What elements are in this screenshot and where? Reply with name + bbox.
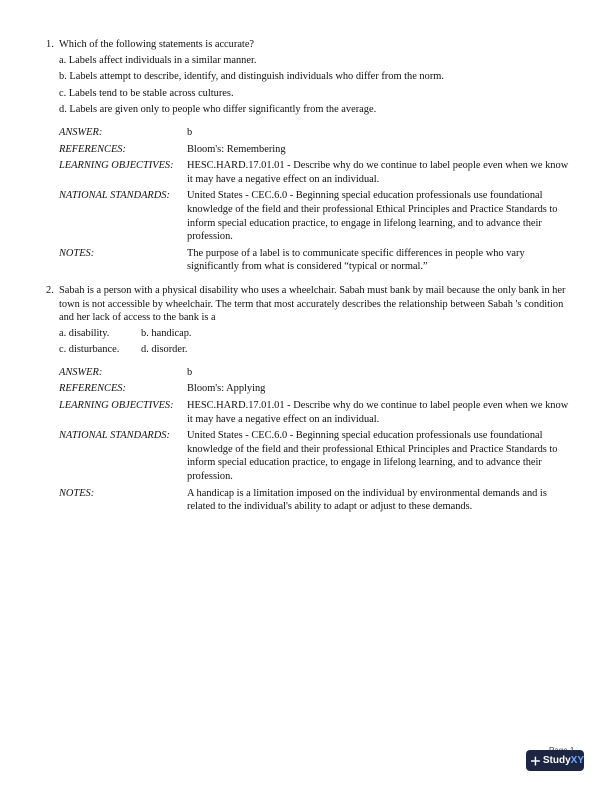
studyxy-badge[interactable] bbox=[526, 750, 584, 771]
meta-references bbox=[59, 143, 576, 157]
badge-xy-text: XY bbox=[570, 754, 584, 766]
option-b: b. handicap. bbox=[141, 327, 192, 339]
meta-answer bbox=[59, 366, 576, 380]
meta-label: NATIONAL STANDARDS: bbox=[59, 430, 170, 442]
meta-value: HESC.HARD.17.01.01 - Describe why do we continue to label people even when we know it may have a negative effect on an individual. bbox=[187, 400, 569, 425]
meta-learning-objectives bbox=[59, 159, 576, 186]
option-c: c. disturbance. bbox=[59, 344, 120, 356]
question-2 bbox=[46, 284, 576, 514]
meta-value: Bloom's: Remembering bbox=[187, 143, 286, 155]
question-number: 1. bbox=[46, 39, 54, 50]
meta-references bbox=[59, 382, 576, 396]
meta-label: NOTES: bbox=[59, 487, 95, 499]
question-number: 2. bbox=[46, 284, 54, 296]
meta-value: b bbox=[187, 126, 193, 138]
document-page bbox=[46, 38, 576, 524]
meta-value: A handicap is a limitation imposed on the individual by environmental demands and is related to the individual's ability to adapt or adjust to these demands. bbox=[187, 487, 547, 513]
meta-answer bbox=[59, 126, 576, 140]
answer-options bbox=[59, 54, 576, 117]
meta-label: NOTES: bbox=[59, 247, 95, 259]
meta-notes bbox=[59, 487, 576, 514]
meta-learning-objectives bbox=[59, 399, 576, 426]
plus-icon bbox=[531, 756, 540, 766]
meta-national-standards bbox=[59, 429, 576, 483]
question-metadata bbox=[59, 366, 576, 514]
question-stem bbox=[46, 284, 576, 325]
meta-value: b bbox=[187, 366, 193, 378]
question-metadata bbox=[59, 126, 576, 274]
option-b: b. Labels attempt to describe, identify, and distinguish individuals who differ from the norm. bbox=[59, 71, 444, 83]
meta-label: REFERENCES: bbox=[59, 383, 126, 395]
meta-label: ANSWER: bbox=[59, 366, 103, 378]
meta-value: United States - CEC.6.0 - Beginning special education professionals use foundational knowledge of the field and their professional Ethical Principles and Practice Standards to inform special education practice, to engage in lifelong learning, and to advance their profession. bbox=[187, 190, 558, 243]
question-stem bbox=[46, 38, 576, 52]
option-c: c. Labels tend to be stable across cultures. bbox=[59, 87, 234, 99]
option-row bbox=[59, 327, 576, 341]
meta-value: United States - CEC.6.0 - Beginning special education professionals use foundational knowledge of the field and their professional Ethical Principles and Practice Standards to inform special education practice, to engage in lifelong learning, and to advance their profession. bbox=[187, 430, 558, 483]
option-a: a. Labels affect individuals in a similar manner. bbox=[59, 54, 257, 66]
meta-label: NATIONAL STANDARDS: bbox=[59, 190, 170, 202]
meta-national-standards bbox=[59, 189, 576, 243]
answer-options bbox=[59, 327, 576, 357]
question-1 bbox=[46, 38, 576, 274]
meta-label: LEARNING OBJECTIVES: bbox=[59, 160, 174, 172]
meta-label: ANSWER: bbox=[59, 126, 103, 138]
badge-study-text: Study bbox=[542, 754, 571, 766]
meta-notes bbox=[59, 247, 576, 274]
meta-value: Bloom's: Applying bbox=[187, 383, 266, 395]
option-d: d. Labels are given only to people who differ significantly from the average. bbox=[59, 104, 377, 116]
meta-value: The purpose of a label is to communicate specific differences in people who vary significantly from what is considered “typical or normal.” bbox=[187, 247, 525, 273]
option-row bbox=[59, 343, 576, 357]
question-text: Which of the following statements is accurate? bbox=[59, 39, 255, 50]
meta-label: LEARNING OBJECTIVES: bbox=[59, 400, 174, 412]
meta-label: REFERENCES: bbox=[59, 143, 126, 155]
meta-value: HESC.HARD.17.01.01 - Describe why do we continue to label people even when we know it may have a negative effect on an individual. bbox=[187, 160, 569, 185]
option-a: a. disability. bbox=[59, 327, 110, 339]
option-d: d. disorder. bbox=[141, 344, 188, 356]
question-text: Sabah is a person with a physical disability who uses a wheelchair. Sabah must bank by mail because the only bank in her town is not accessible by wheelchair. The term that most accurately describes the relationship between Sabah 's condition and her lack of access to the bank is a bbox=[59, 284, 566, 324]
